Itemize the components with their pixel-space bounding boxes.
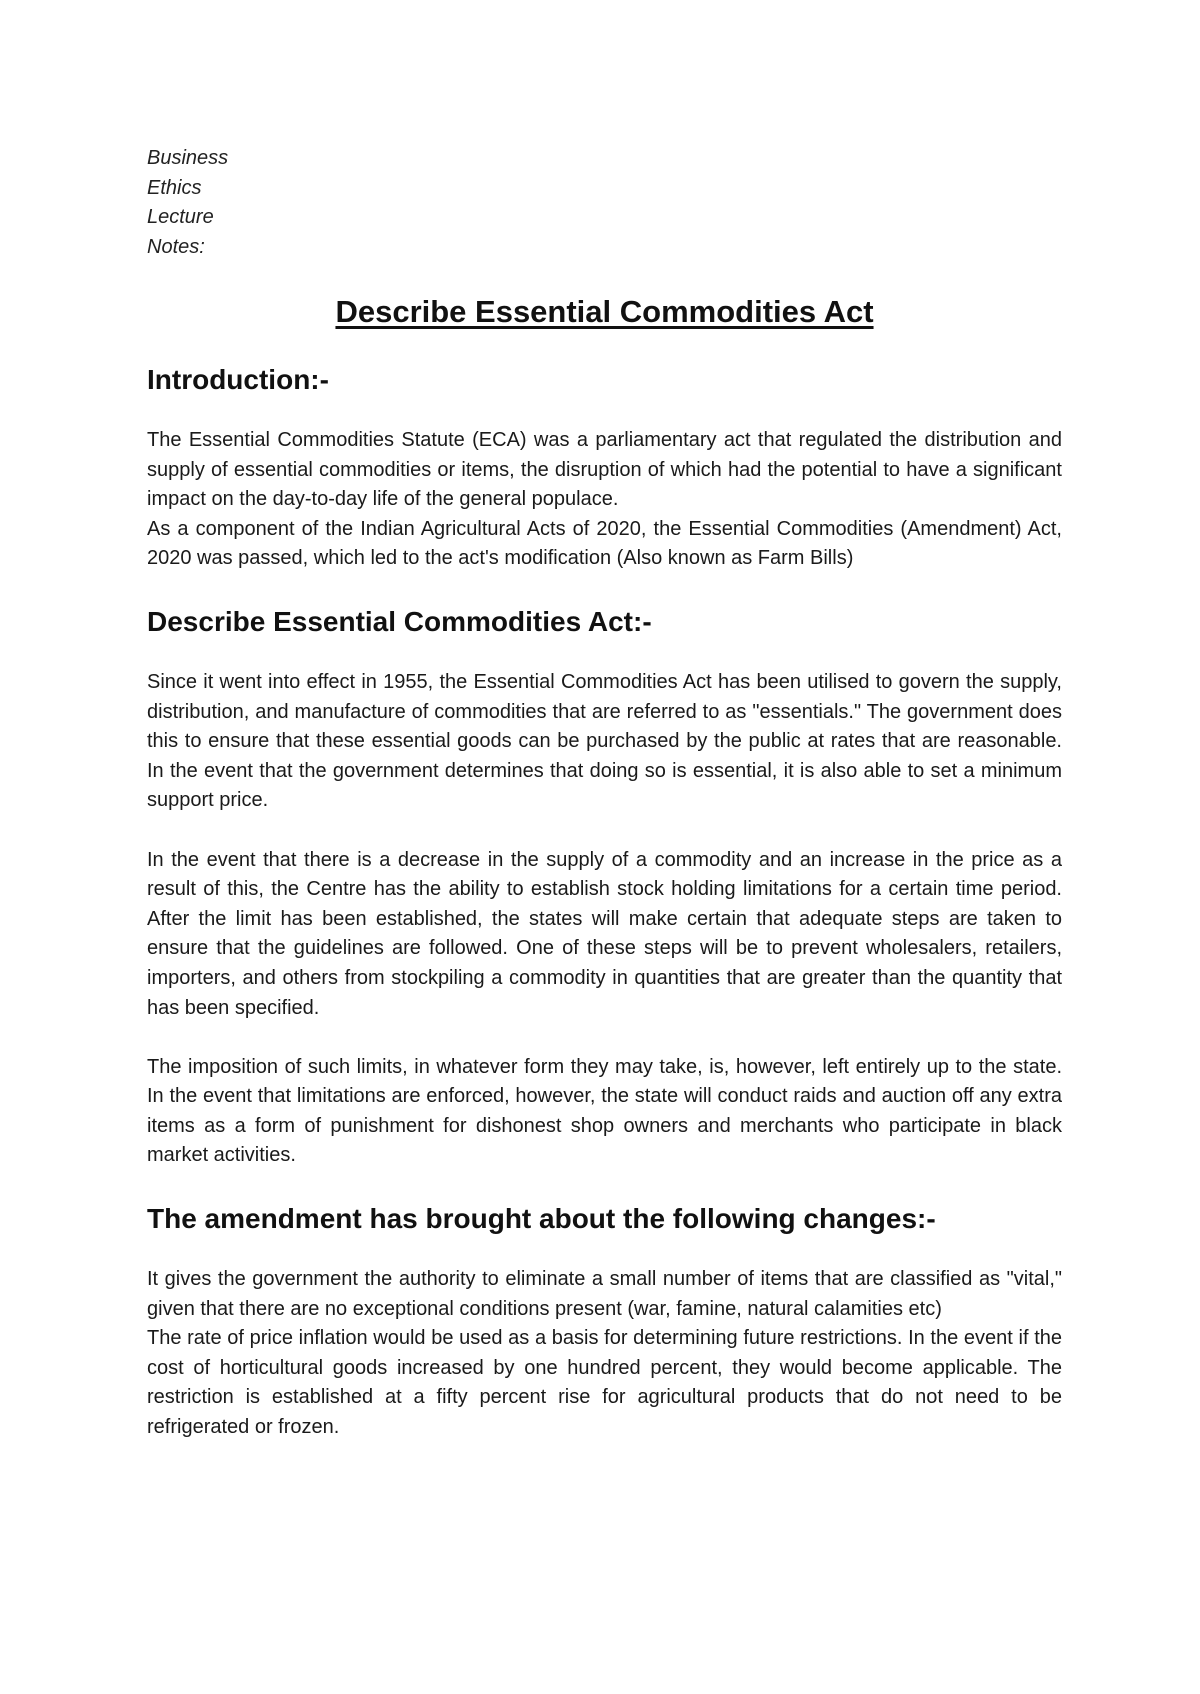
document-title: Describe Essential Commodities Act <box>335 294 874 329</box>
introduction-paragraph: As a component of the Indian Agricultural Acts of 2020, the Essential Commodities (Amendment) Act, 2020 was passed, which led to the act's modification (Also known as Farm Bills) <box>147 517 1062 570</box>
header-note-line: Notes: <box>147 235 205 258</box>
amendment-paragraph: The rate of price inflation would be used as a basis for determining future restrictions. In the event if the cost of horticultural goods increased by one hundred percent, they would become applicable. The restriction is established at a fifty percent rise for agricultural products that do not need to be refrigerated or frozen. <box>147 1327 1062 1439</box>
describe-act-paragraph: The imposition of such limits, in whatever form they may take, is, however, left entirely up to the state. In the event that limitations are enforced, however, the state will conduct raids and auction off any extra items as a form of punishment for dishonest shop owners and merchants who participate in black market activities. <box>147 1055 1062 1167</box>
amendment-paragraph: It gives the government the authority to eliminate a small number of items that are classified as "vital," given that there are no exceptional conditions present (war, famine, natural calamities etc) <box>147 1268 1062 1320</box>
introduction-heading: Introduction:- <box>147 364 329 395</box>
amendment-changes-heading: The amendment has brought about the following changes:- <box>147 1203 936 1235</box>
header-note-line: Business <box>147 147 229 169</box>
document-page <box>147 144 1062 1443</box>
describe-act-heading: Describe Essential Commodities Act:- <box>147 605 652 637</box>
header-note-line: Lecture <box>147 206 214 228</box>
lecture-notes-label <box>147 144 1062 262</box>
header-note-line: Ethics <box>147 176 202 199</box>
describe-act-paragraph: In the event that there is a decrease in the supply of a commodity and an increase in the price as a result of this, the Centre has the ability to establish stock holding limitations for a certain time period. After the limit has been established, the states will make certain that adequate steps are taken to ensure that the guidelines are followed. One of these steps will be to prevent wholesalers, retailers, importers, and others from stockpiling a commodity in quantities that are greater than the quantity that has been specified. <box>147 848 1062 1019</box>
introduction-paragraph: The Essential Commodities Statute (ECA) was a parliamentary act that regulated the distribution and supply of essential commodities or items, the disruption of which had the potential to have a significant impact on the day-to-day life of the general populace. <box>147 429 1062 511</box>
describe-act-paragraph: Since it went into effect in 1955, the Essential Commodities Act has been utilised to govern the supply, distribution, and manufacture of commodities that are referred to as "essentials." The government does this to ensure that these essential goods can be purchased by the public at rates that are reasonable. In the event that the government determines that doing so is essential, it is also able to set a minimum support price. <box>147 670 1062 812</box>
